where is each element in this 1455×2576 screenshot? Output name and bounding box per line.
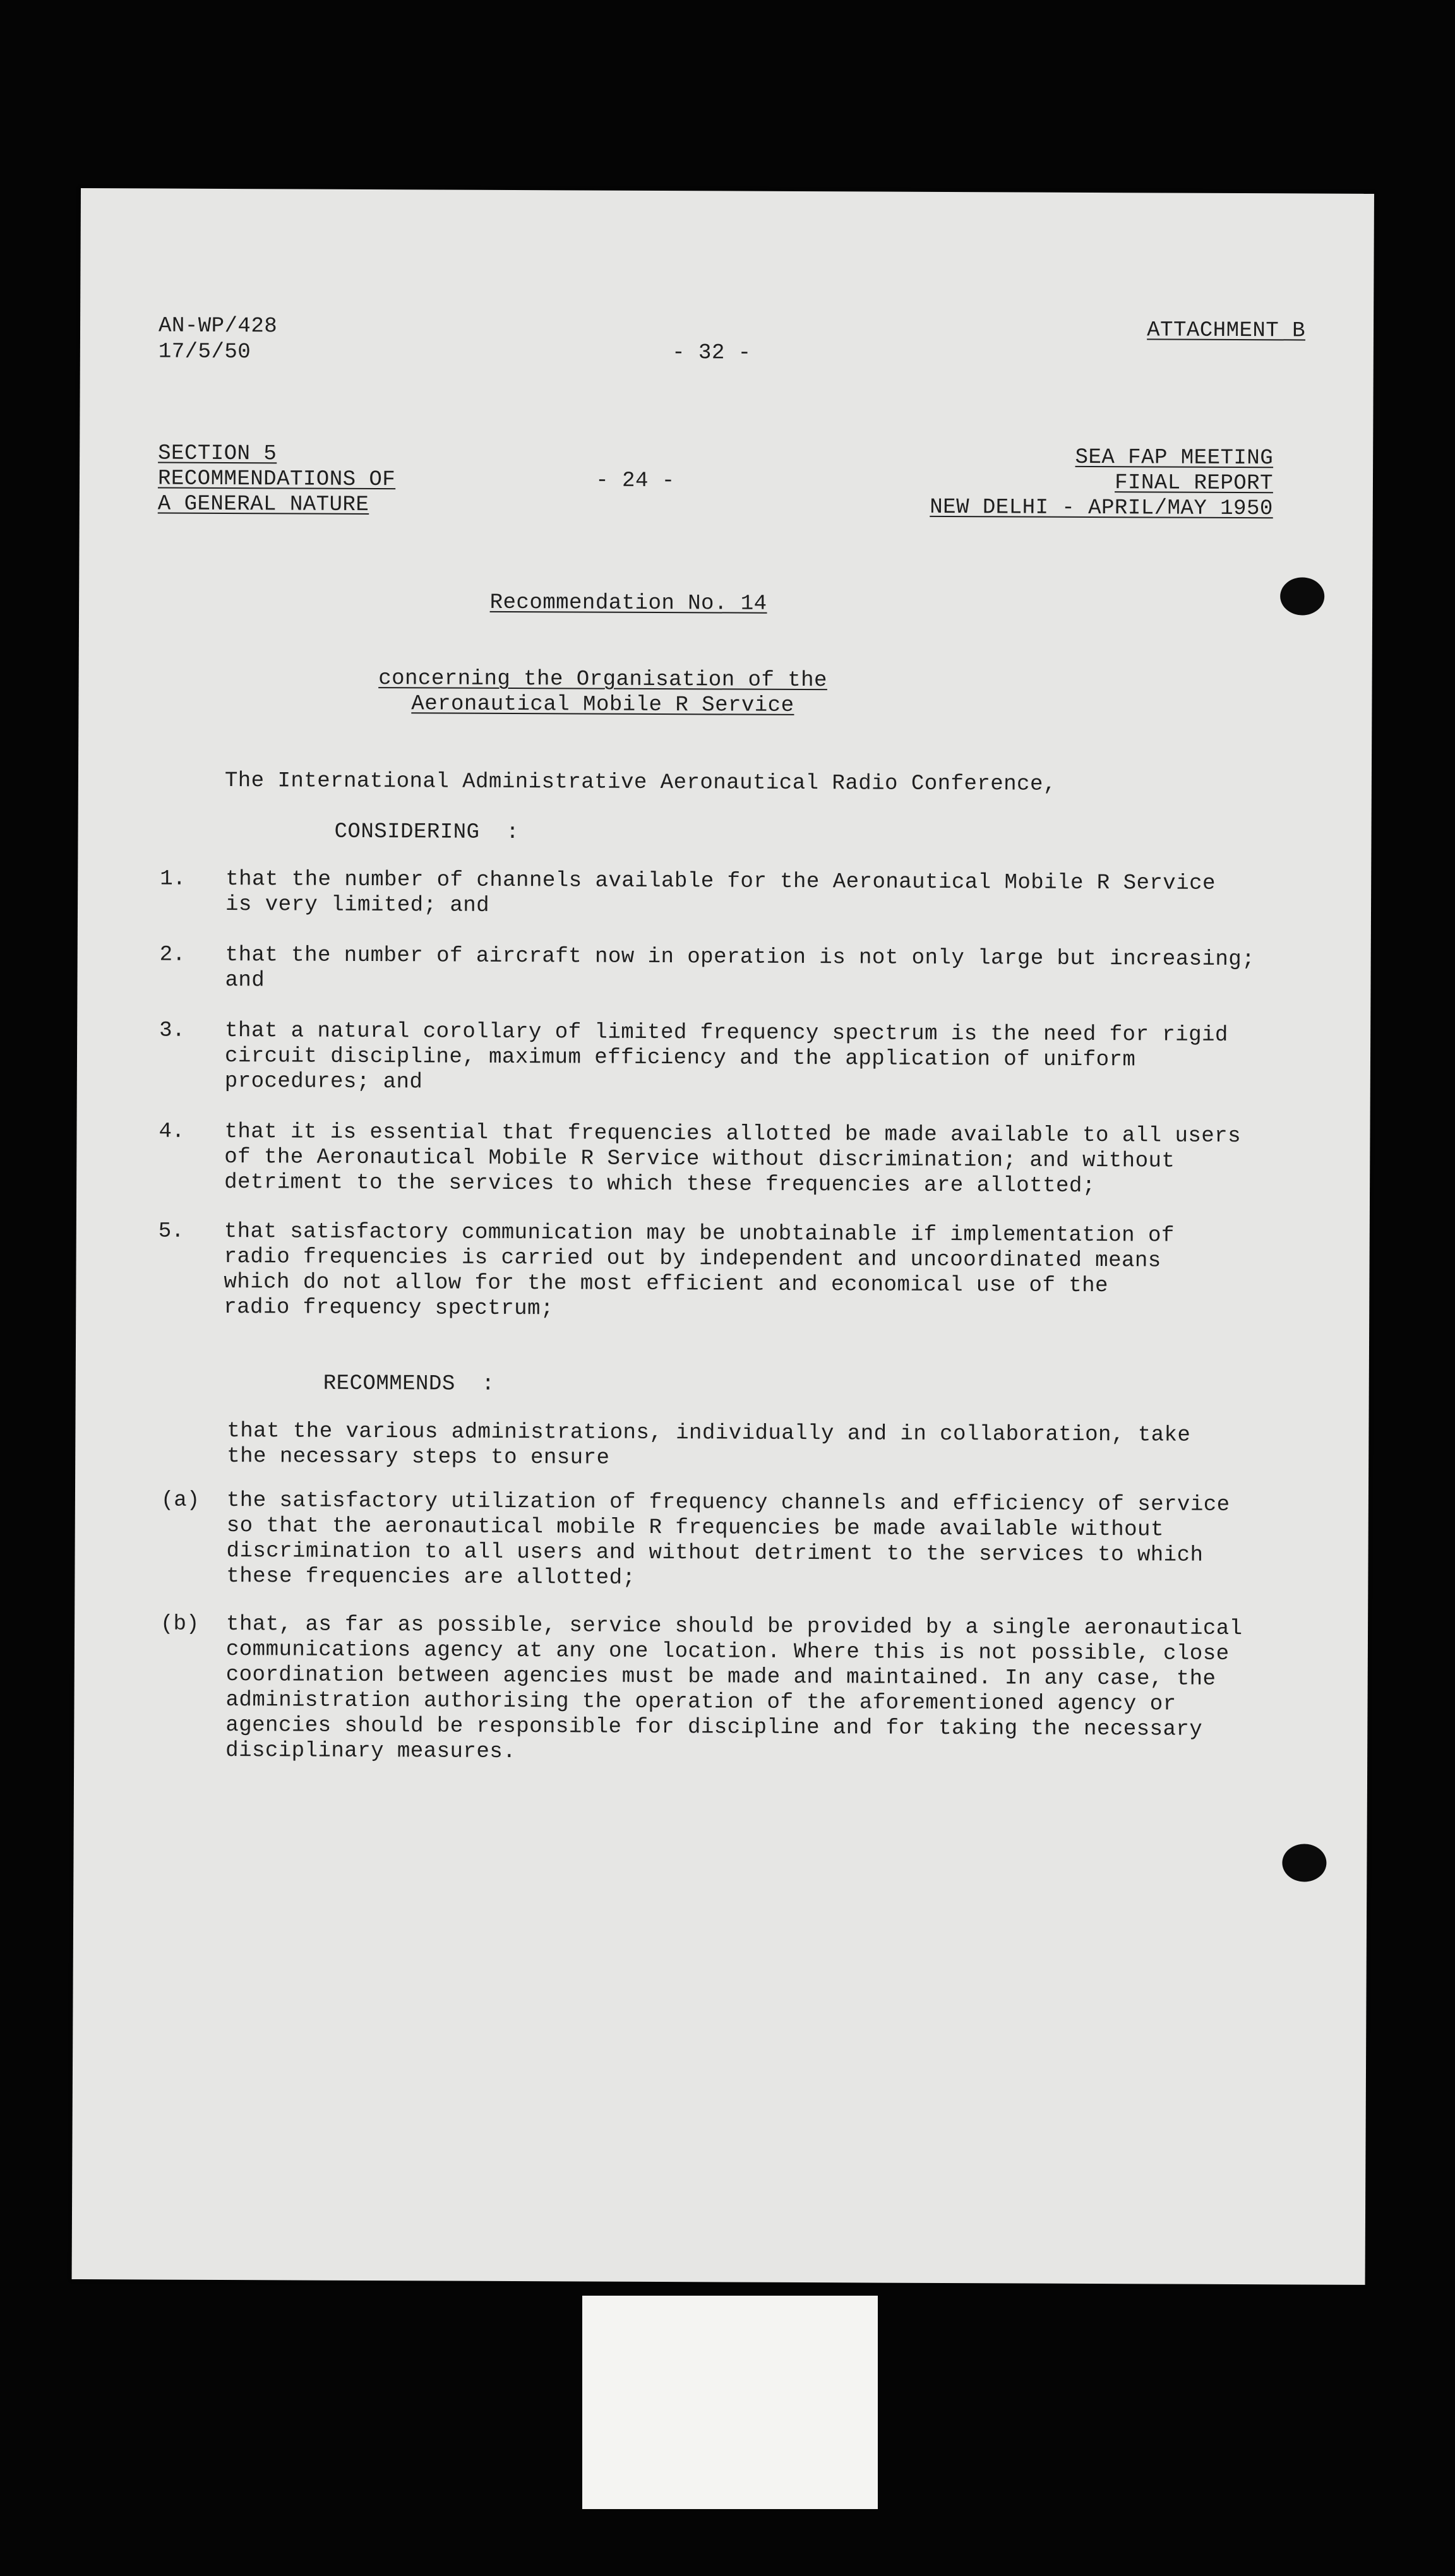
considering-number-4: 4. [159,1119,185,1144]
punch-hole-top [1280,577,1324,615]
document-page [72,188,1374,2285]
recommendation-title: Recommendation No. 14 [489,590,767,616]
considering-text-3: that a natural corollary of limited frequency spectrum is the need for rigid circuit discipline, maximum efficiency and the application of uniform procedures; and [224,1019,1228,1095]
attachment-label: ATTACHMENT B [1147,318,1306,343]
recommends-intro: that the various administrations, individually and in collaboration, take the necessary steps to ensure [227,1419,1191,1470]
considering-text-1: that the number of channels available for the Aeronautical Mobile R Service is very limited; and [225,868,1216,918]
punch-hole-bottom [1282,1844,1326,1881]
doc-ref-line1: AN-WP/428 [158,314,278,339]
meeting-heading [806,444,1274,522]
page-number-outer: - 32 - [672,341,751,366]
recommends-label-a: (a) [160,1488,200,1513]
section-heading [158,441,396,518]
considering-number-5: 5. [158,1219,184,1244]
considering-number-3: 3. [159,1018,186,1043]
considering-number-2: 2. [159,943,186,967]
subject-line2: Aeronautical Mobile R Service [411,692,794,718]
section-line3: A GENERAL NATURE [157,492,369,517]
recommends-label-b: (b) [160,1612,200,1637]
recommends-text-b: that, as far as possible, service should be provided by a single aeronautical communications agency at any one location. Where this is not possible, close coordination between agencies must be made and maintained. In any case, the administration authorising the operation of the aforementioned agency or agencies should be responsible for discipline and for taking the necessary disciplinary measures. [225,1613,1243,1765]
intro-text: The International Administrative Aeronautical Radio Conference, [224,769,1057,797]
recommends-text-a: the satisfactory utilization of frequency channels and efficiency of service so that the aeronautical mobile R frequencies be made available without discrimination to all users and without detriment to the services to which these frequencies are allotted; [226,1489,1230,1590]
subject-line1: concerning the Organisation of the [378,667,828,693]
recommendation-subject [331,666,874,719]
blank-card [582,2296,878,2509]
meeting-line2: FINAL REPORT [1115,471,1274,496]
page-number-inner: - 24 - [596,468,675,494]
considering-label: CONSIDERING : [334,820,520,845]
considering-text-2: that the number of aircraft now in operation is not only large but increasing; and [225,943,1255,993]
considering-text-4: that it is essential that frequencies allotted be made available to all users of the Aeronautical Mobile R Service without discrimination; and without detriment to the services to which these frequencies are allotted; [224,1120,1242,1199]
doc-ref-line2: 17/5/50 [158,340,251,365]
considering-text-5: that satisfactory communication may be unobtainable if implementation of radio frequencies is carried out by independent and uncoordinated means which do not allow for the most efficient and economical use of the radio frequency spectrum; [224,1220,1175,1321]
meeting-line3: NEW DELHI - APRIL/MAY 1950 [930,495,1273,522]
section-line2: RECOMMENDATIONS OF [157,467,396,492]
recommends-label: RECOMMENDS : [323,1371,495,1397]
section-line1: SECTION 5 [158,441,277,467]
meeting-line1: SEA FAP MEETING [1075,445,1274,471]
doc-reference [159,314,277,366]
considering-number-1: 1. [160,867,186,891]
